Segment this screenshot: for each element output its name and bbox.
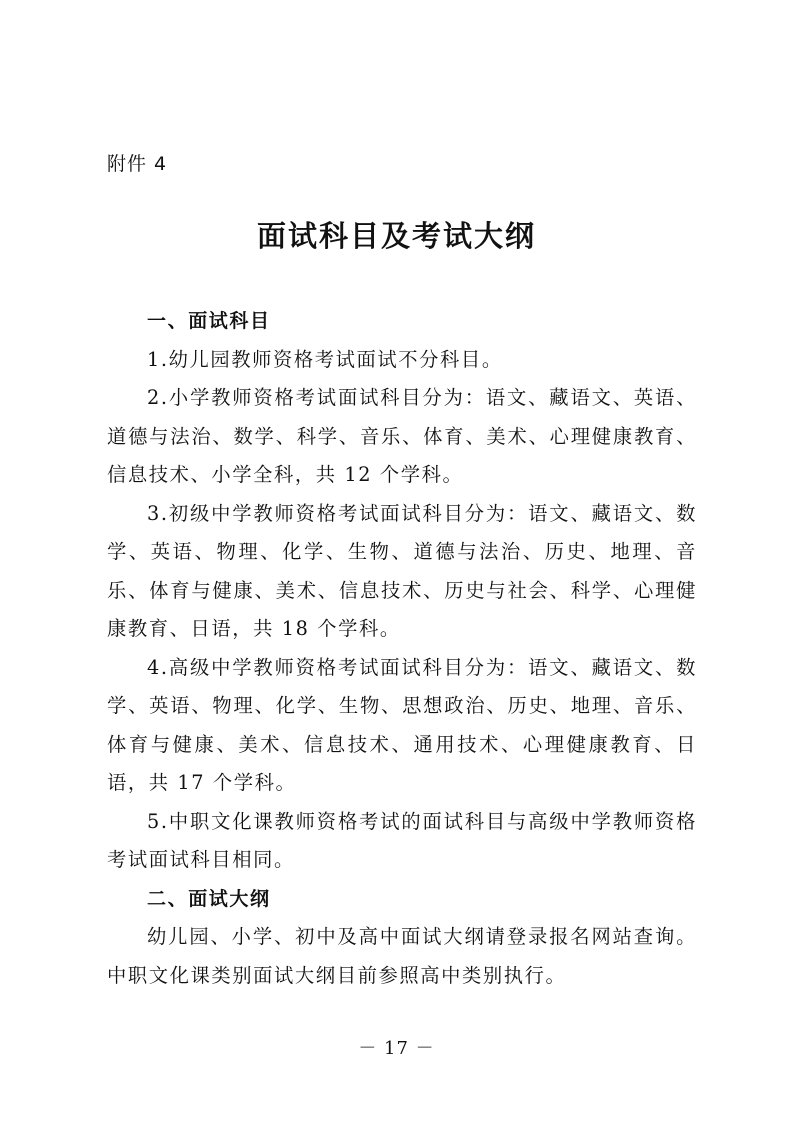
document-title: 面试科目及考试大纲 — [256, 219, 536, 253]
body-paragraph: 3.初级中学教师资格考试面试科目分为：语文、藏语文、数学、英语、物理、化学、生物、道德与法治、历史、地理、音乐、体育与健康、美术、信息技术、历史与社会、科学、心理健康教育、日语，共 18 个学科。 — [107, 501, 697, 640]
body-paragraph: 2.小学教师资格考试面试科目分为：语文、藏语文、英语、道德与法治、数学、科学、音乐、体育、美术、心理健康教育、信息技术、小学全科，共 12 个学科。 — [107, 386, 697, 486]
document-body — [107, 302, 697, 995]
section-heading: 二、面试大纲 — [147, 887, 271, 910]
body-paragraph: 幼儿园、小学、初中及高中面试大纲请登录报名网站查询。中职文化课类别面试大纲目前参照高中类别执行。 — [107, 925, 697, 987]
page-number: － 17 － — [358, 1038, 435, 1059]
section-heading: 一、面试科目 — [147, 310, 271, 332]
body-paragraph: 4.高级中学教师资格考试面试科目分为：语文、藏语文、数学、英语、物理、化学、生物、思想政治、历史、地理、音乐、体育与健康、美术、信息技术、通用技术、心理健康教育、日语，共 17 个学科。 — [107, 655, 697, 794]
body-paragraph: 5.中职文化课教师资格考试的面试科目与高级中学教师资格考试面试科目相同。 — [107, 809, 697, 871]
attachment-label: 附件 4 — [107, 153, 168, 175]
body-paragraph: 1.幼儿园教师资格考试面试不分科目。 — [147, 347, 503, 371]
